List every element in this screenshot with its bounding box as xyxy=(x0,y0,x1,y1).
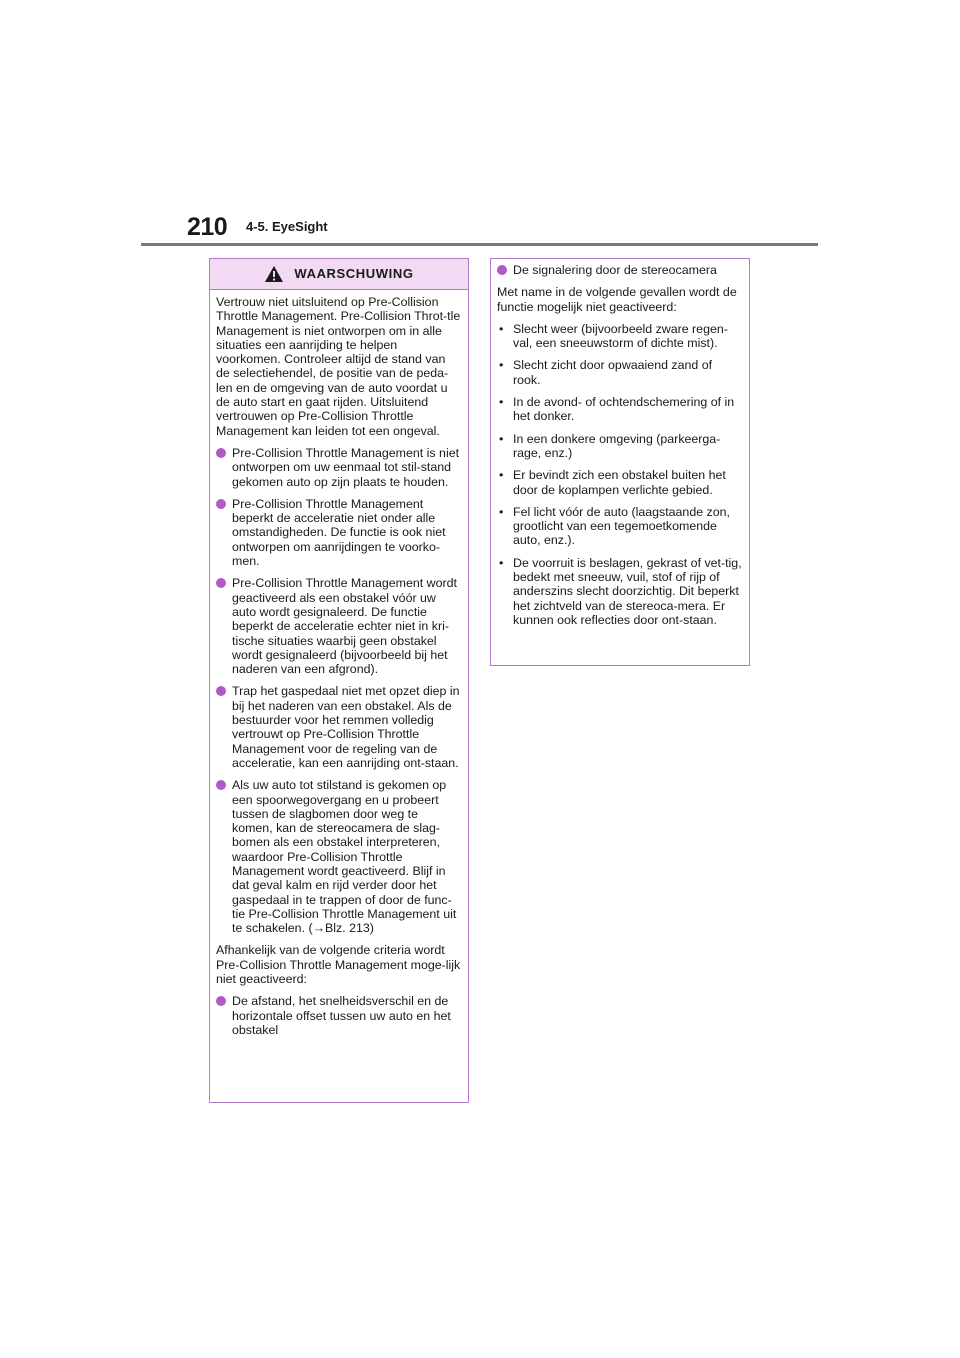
condition-item-text: In de avond- of ochtendschemering of in het donker. xyxy=(513,395,735,424)
list-item xyxy=(497,263,743,277)
list-item xyxy=(216,497,462,568)
conditions-intro: Met name in de volgende gevallen wordt de functie mogelijk niet geactiveerd: xyxy=(497,285,737,314)
list-item xyxy=(216,446,462,489)
bullet-dot-icon xyxy=(216,499,226,509)
bullet-dot-icon xyxy=(216,780,226,790)
list-item-text: Pre-Collision Throttle Management is niet ontworpen om uw eenmaal tot stil-stand gekomen auto op zijn plaats te houden. xyxy=(232,445,460,489)
condition-item-text: De voorruit is beslagen, gekrast of vet-tig, bedekt met sneeuw, vuil, stof of rijp of anderszins slecht doorzichtig. Dit beperkt het zichtveld van de stereoca-mera. Er kunnen ook reflecties door ont-staan. xyxy=(513,555,742,627)
bullet-mark: • xyxy=(499,555,504,570)
bullet-mark: • xyxy=(499,358,504,373)
bullet-dot-icon xyxy=(216,448,226,458)
bullet-mark: • xyxy=(499,395,504,410)
bullet-mark: • xyxy=(499,504,504,519)
section-title: 4-5. EyeSight xyxy=(246,219,328,234)
warning-triangle-icon xyxy=(264,265,284,283)
list-item xyxy=(216,684,462,770)
condition-item xyxy=(497,505,743,548)
bullet-dot-icon xyxy=(497,265,507,275)
continued-box xyxy=(490,258,750,666)
condition-item xyxy=(497,395,743,424)
bullet-mark: • xyxy=(499,321,504,336)
bullet-mark: • xyxy=(499,468,504,483)
list-item-text: Als uw auto tot stilstand is gekomen op een spoorwegovergang en u probeert tussen de slagbomen door weg te komen, kan de stereocamera de slag-bomen als een obstakel interpreteren, waardoor Pre-Collision Throttle Management wordt geactiveerd. Blijf in dat geval kalm en rijd verder door het gaspedaal in te trappen of door de func-tie Pre-Collision Throttle Management uit te schakelen. (→Blz. 213) xyxy=(232,778,457,936)
bullet-dot-icon xyxy=(216,996,226,1006)
condition-item-text: Er bevindt zich een obstakel buiten het door de koplampen verlichte gebied. xyxy=(513,468,726,497)
list-item-text: Pre-Collision Throttle Management beperkt de acceleratie niet onder alle omstandigheden. De functie is ook niet ontworpen om aanrijdingen te voorko-men. xyxy=(232,496,446,569)
condition-item xyxy=(497,322,743,351)
warning-body xyxy=(210,290,468,1037)
condition-item-text: In een donkere omgeving (parkeerga-rage, enz.) xyxy=(513,431,721,460)
list-item-text: De afstand, het snelheidsverschil en de horizontale offset tussen uw auto en het obstakel xyxy=(232,994,451,1037)
condition-item xyxy=(497,468,743,497)
warning-box xyxy=(209,258,469,1103)
criteria-intro: Afhankelijk van de volgende criteria wordt Pre-Collision Throttle Management moge-lijk niet geactiveerd: xyxy=(216,943,461,987)
warning-title: WAARSCHUWING xyxy=(294,265,414,281)
list-item xyxy=(216,994,462,1037)
condition-item-text: Fel licht vóór de auto (laagstaande zon, grootlicht van een tegemoetkomende auto, enz.). xyxy=(513,504,730,548)
condition-item-text: Slecht zicht door opwaaiend zand of rook. xyxy=(513,358,713,387)
conditions-list xyxy=(497,322,743,627)
list-item xyxy=(216,576,462,676)
bullet-dot-icon xyxy=(216,578,226,588)
continued-body xyxy=(491,259,749,627)
warning-intro: Vertrouw niet uitsluitend op Pre-Collision Throttle Management. Pre-Collision Throt-tle Management is niet ontworpen om in alle situaties een aanrijding te helpen voorkomen. Controleer altijd de stand van de selectiehendel, de positie van de peda-len en de omgeving van de auto voordat u de auto start en gaat rijden. Uitsluitend vertrouwen op Pre-Collision Throttle Management kan leiden tot een ongeval. xyxy=(216,295,461,438)
list-item-text: De signalering door de stereocamera xyxy=(513,263,717,277)
bullet-mark: • xyxy=(499,431,504,446)
list-item-text: Trap het gaspedaal niet met opzet diep in bij het naderen van een obstakel. Als de bestuurder voor het remmen volledig vertrouwt op Pre-Collision Throttle Management voor de regeling van de acceleratie, kan een aanrijding ont-staan. xyxy=(232,684,460,770)
list-item-text: Pre-Collision Throttle Management wordt geactiveerd als een obstakel vóór uw auto wordt gesignaleerd. De functie beperkt de acceleratie echter niet in kri-tische situaties waarbij geen obstakel wordt gesignaleerd (bijvoorbeeld bij het naderen van een afgrond). xyxy=(232,576,457,677)
condition-item xyxy=(497,358,743,387)
condition-item xyxy=(497,556,743,627)
list-item xyxy=(216,778,462,935)
header-rule xyxy=(141,243,818,246)
bullet-dot-icon xyxy=(216,686,226,696)
condition-item xyxy=(497,432,743,461)
condition-item-text: Slecht weer (bijvoorbeeld zware regen-val, een sneeuwstorm of dichte mist). xyxy=(513,321,728,351)
warning-header xyxy=(210,259,468,290)
page-number: 210 xyxy=(187,213,228,241)
